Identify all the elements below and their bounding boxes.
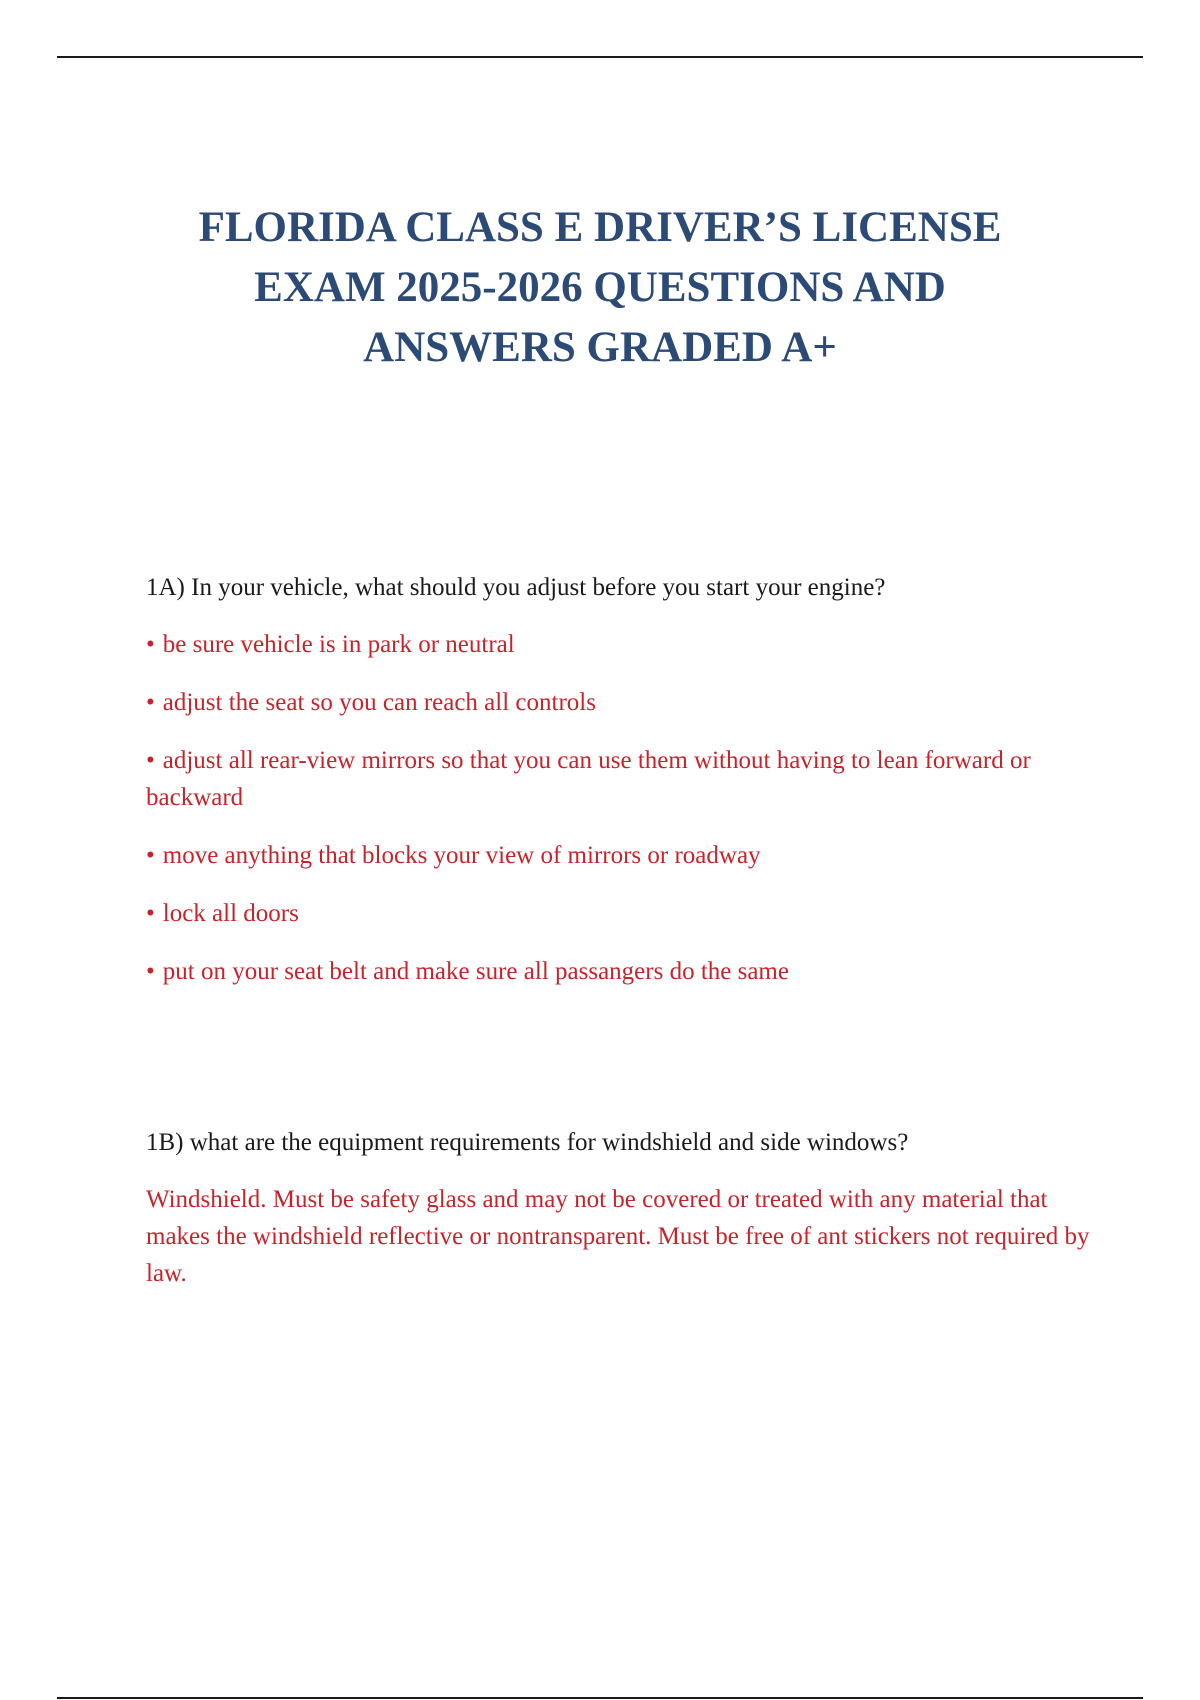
- answer-list: [146, 626, 1106, 990]
- question-block-1b: [146, 1125, 1106, 1292]
- answer-item: • adjust all rear-view mirrors so that you can use them without having to lean forward or backward: [146, 742, 1106, 816]
- question-block-1a: [146, 570, 1106, 1011]
- title-line: FLORIDA CLASS E DRIVER’S LICENSE: [198, 204, 1002, 251]
- answer-item: • be sure vehicle is in park or neutral: [146, 626, 1106, 663]
- title-line: ANSWERS GRADED A+: [363, 324, 837, 371]
- answer-text: Windshield. Must be safety glass and may not be covered or treated with any material that makes the windshield reflective or nontransparent. Must be free of ant stickers not required by law.: [146, 1186, 1090, 1287]
- title-line: EXAM 2025-2026 QUESTIONS AND: [254, 264, 946, 311]
- document-title: [100, 198, 1100, 378]
- question-label: 1B) what are the equipment requirements for windshield and side windows?: [146, 1129, 909, 1156]
- answer-item: • put on your seat belt and make sure all passangers do the same: [146, 953, 1106, 990]
- question-label: 1A) In your vehicle, what should you adjust before you start your engine?: [146, 574, 886, 601]
- bottom-rule: [57, 1697, 1143, 1699]
- top-rule: [57, 56, 1143, 58]
- answer-item: • move anything that blocks your view of mirrors or roadway: [146, 837, 1106, 874]
- answer-item: • adjust the seat so you can reach all controls: [146, 684, 1106, 721]
- answer-item: • lock all doors: [146, 895, 1106, 932]
